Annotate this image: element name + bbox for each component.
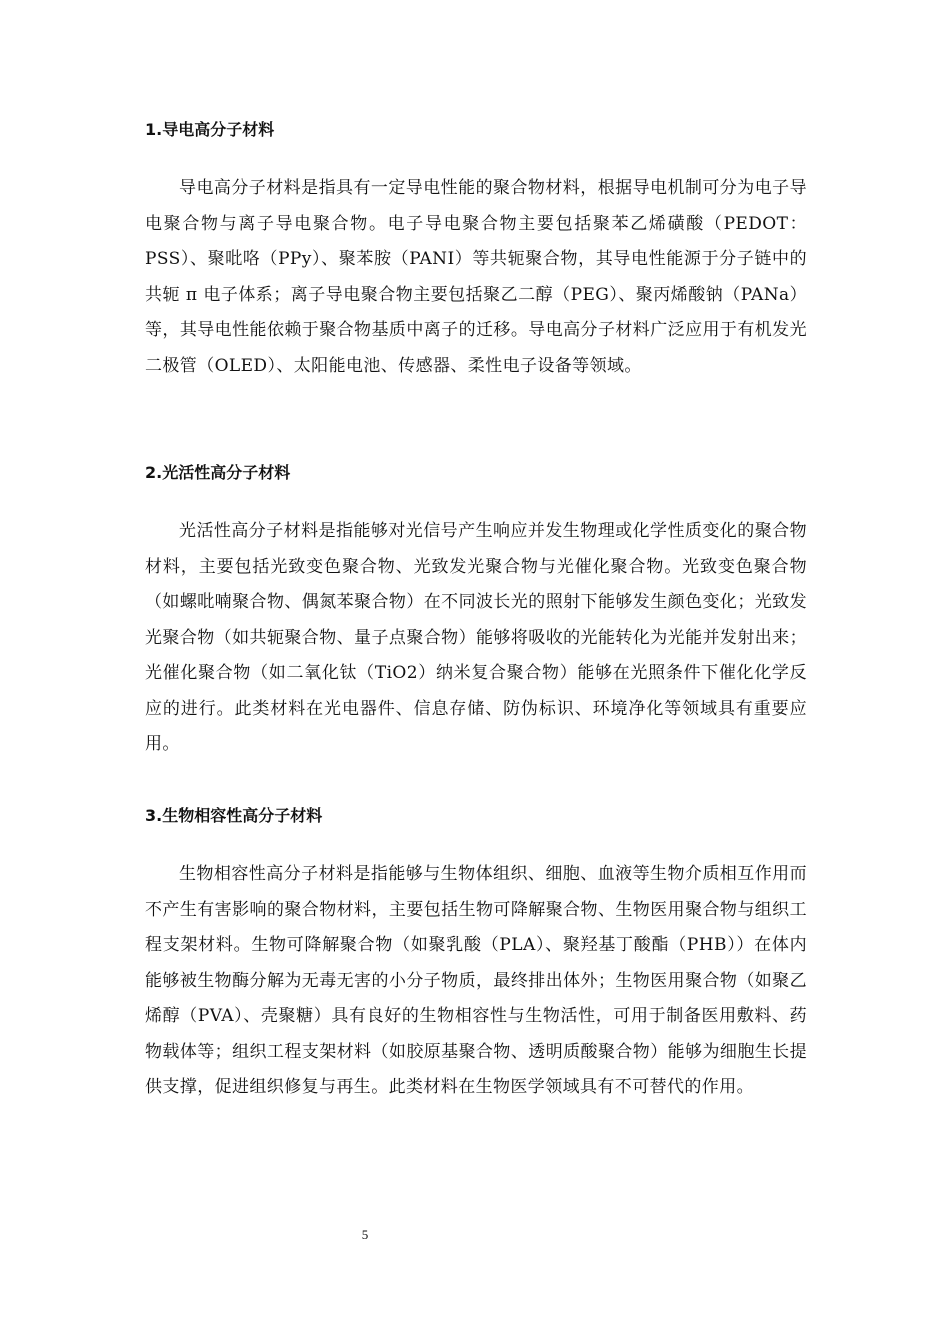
section-heading-biocompatible-polymers: 3.生物相容性高分子材料 xyxy=(145,806,323,825)
section-paragraph-biocompatible-polymers: 生物相容性高分子材料是指能够与生物体组织、细胞、血液等生物介质相互作用而不产生有害影响的聚合物材料，主要包括生物可降解聚合物、生物医用聚合物与组织工程支架材料。生物可降解聚合物（如聚乳酸（PLA）、聚羟基丁酸酯（PHB））在体内能够被生物酶分解为无毒无害的小分子物质，最终排出体外；生物医用聚合物（如聚乙烯醇（PVA）、壳聚糖）具有良好的生物相容性与生物活性，可用于制备医用敷料、药物载体等；组织工程支架材料（如胶原基聚合物、透明质酸聚合物）能够为细胞生长提供支撑，促进组织修复与再生。此类材料在生物医学领域具有不可替代的作用。 xyxy=(145,864,807,1097)
page-number: 5 xyxy=(361,1227,369,1242)
section-heading-conductive-polymers: 1.导电高分子材料 xyxy=(145,120,275,139)
section-paragraph-conductive-polymers: 导电高分子材料是指具有一定导电性能的聚合物材料，根据导电机制可分为电子导电聚合物与离子导电聚合物。电子导电聚合物主要包括聚苯乙烯磺酸（PEDOT：PSS）、聚吡咯（PPy）、聚苯胺（PANI）等共轭聚合物，其导电性能源于分子链中的共轭 π 电子体系；离子导电聚合物主要包括聚乙二醇（PEG）、聚丙烯酸钠（PANa）等，其导电性能依赖于聚合物基质中离子的迁移。导电高分子材料广泛应用于有机发光二极管（OLED）、太阳能电池、传感器、柔性电子设备等领域。 xyxy=(145,178,807,376)
section-paragraph-photoactive-polymers: 光活性高分子材料是指能够对光信号产生响应并发生物理或化学性质变化的聚合物材料，主要包括光致变色聚合物、光致发光聚合物与光催化聚合物。光致变色聚合物（如螺吡喃聚合物、偶氮苯聚合物）在不同波长光的照射下能够发生颜色变化；光致发光聚合物（如共轭聚合物、量子点聚合物）能够将吸收的光能转化为光能并发射出来；光催化聚合物（如二氧化钛（TiO2）纳米复合聚合物）能够在光照条件下催化化学反应的进行。此类材料在光电器件、信息存储、防伪标识、环境净化等领域具有重要应用。 xyxy=(145,521,807,754)
section-heading-photoactive-polymers: 2.光活性高分子材料 xyxy=(145,463,291,482)
